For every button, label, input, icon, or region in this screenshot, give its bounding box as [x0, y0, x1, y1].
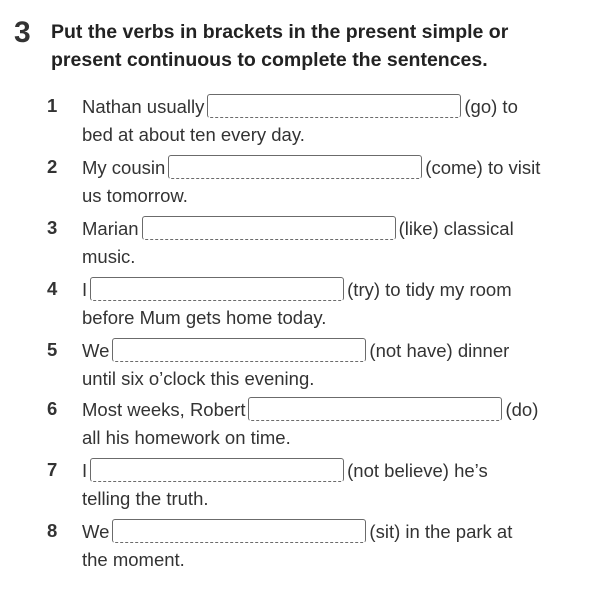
item-text-before: We: [82, 521, 110, 542]
item-number: 4: [47, 278, 58, 299]
answer-box-5[interactable]: [112, 338, 366, 362]
item-verb-hint: (go) to: [464, 96, 518, 117]
item-text-before: Most weeks, Robert: [82, 399, 246, 420]
item-number: 1: [47, 95, 58, 116]
item-verb-hint: (not believe) he’s: [347, 460, 488, 481]
item-text-continuation: until six o’clock this evening.: [82, 368, 315, 389]
item-number: 3: [47, 217, 58, 238]
item-text-continuation: music.: [82, 246, 136, 267]
item-text-before: We: [82, 340, 110, 361]
item-text-continuation: bed at about ten every day.: [82, 124, 305, 145]
item-verb-hint: (sit) in the park at: [369, 521, 513, 542]
item-number: 6: [47, 398, 58, 419]
exercise-number: 3: [14, 16, 31, 49]
answer-box-8[interactable]: [112, 519, 366, 543]
item-verb-hint: (like) classical: [398, 218, 514, 239]
item-text-continuation: the moment.: [82, 549, 185, 570]
answer-box-7[interactable]: [90, 458, 344, 482]
item-text-continuation: all his homework on time.: [82, 427, 291, 448]
item-verb-hint: (try) to tidy my room: [347, 279, 512, 300]
item-text-before: I: [82, 460, 88, 481]
item-text-before: Nathan usually: [82, 96, 205, 117]
item-text-continuation: telling the truth.: [82, 488, 209, 509]
answer-box-1[interactable]: [207, 94, 461, 118]
item-text-before: I: [82, 279, 88, 300]
item-text-before: My cousin: [82, 157, 166, 178]
item-number: 7: [47, 459, 58, 480]
item-number: 8: [47, 520, 58, 541]
item-verb-hint: (not have) dinner: [369, 340, 510, 361]
item-number: 2: [47, 156, 58, 177]
exercise-instruction: Put the verbs in brackets in the present simple or present continuous to complete the sentences.: [51, 21, 509, 71]
item-verb-hint: (do): [505, 399, 539, 420]
answer-box-6[interactable]: [248, 397, 502, 421]
item-text-continuation: us tomorrow.: [82, 185, 188, 206]
answer-box-4[interactable]: [90, 277, 344, 301]
answer-box-3[interactable]: [142, 216, 396, 240]
item-text-continuation: before Mum gets home today.: [82, 307, 327, 328]
item-number: 5: [47, 339, 58, 360]
answer-box-2[interactable]: [168, 155, 422, 179]
item-verb-hint: (come) to visit: [425, 157, 541, 178]
item-text-before: Marian: [82, 218, 139, 239]
